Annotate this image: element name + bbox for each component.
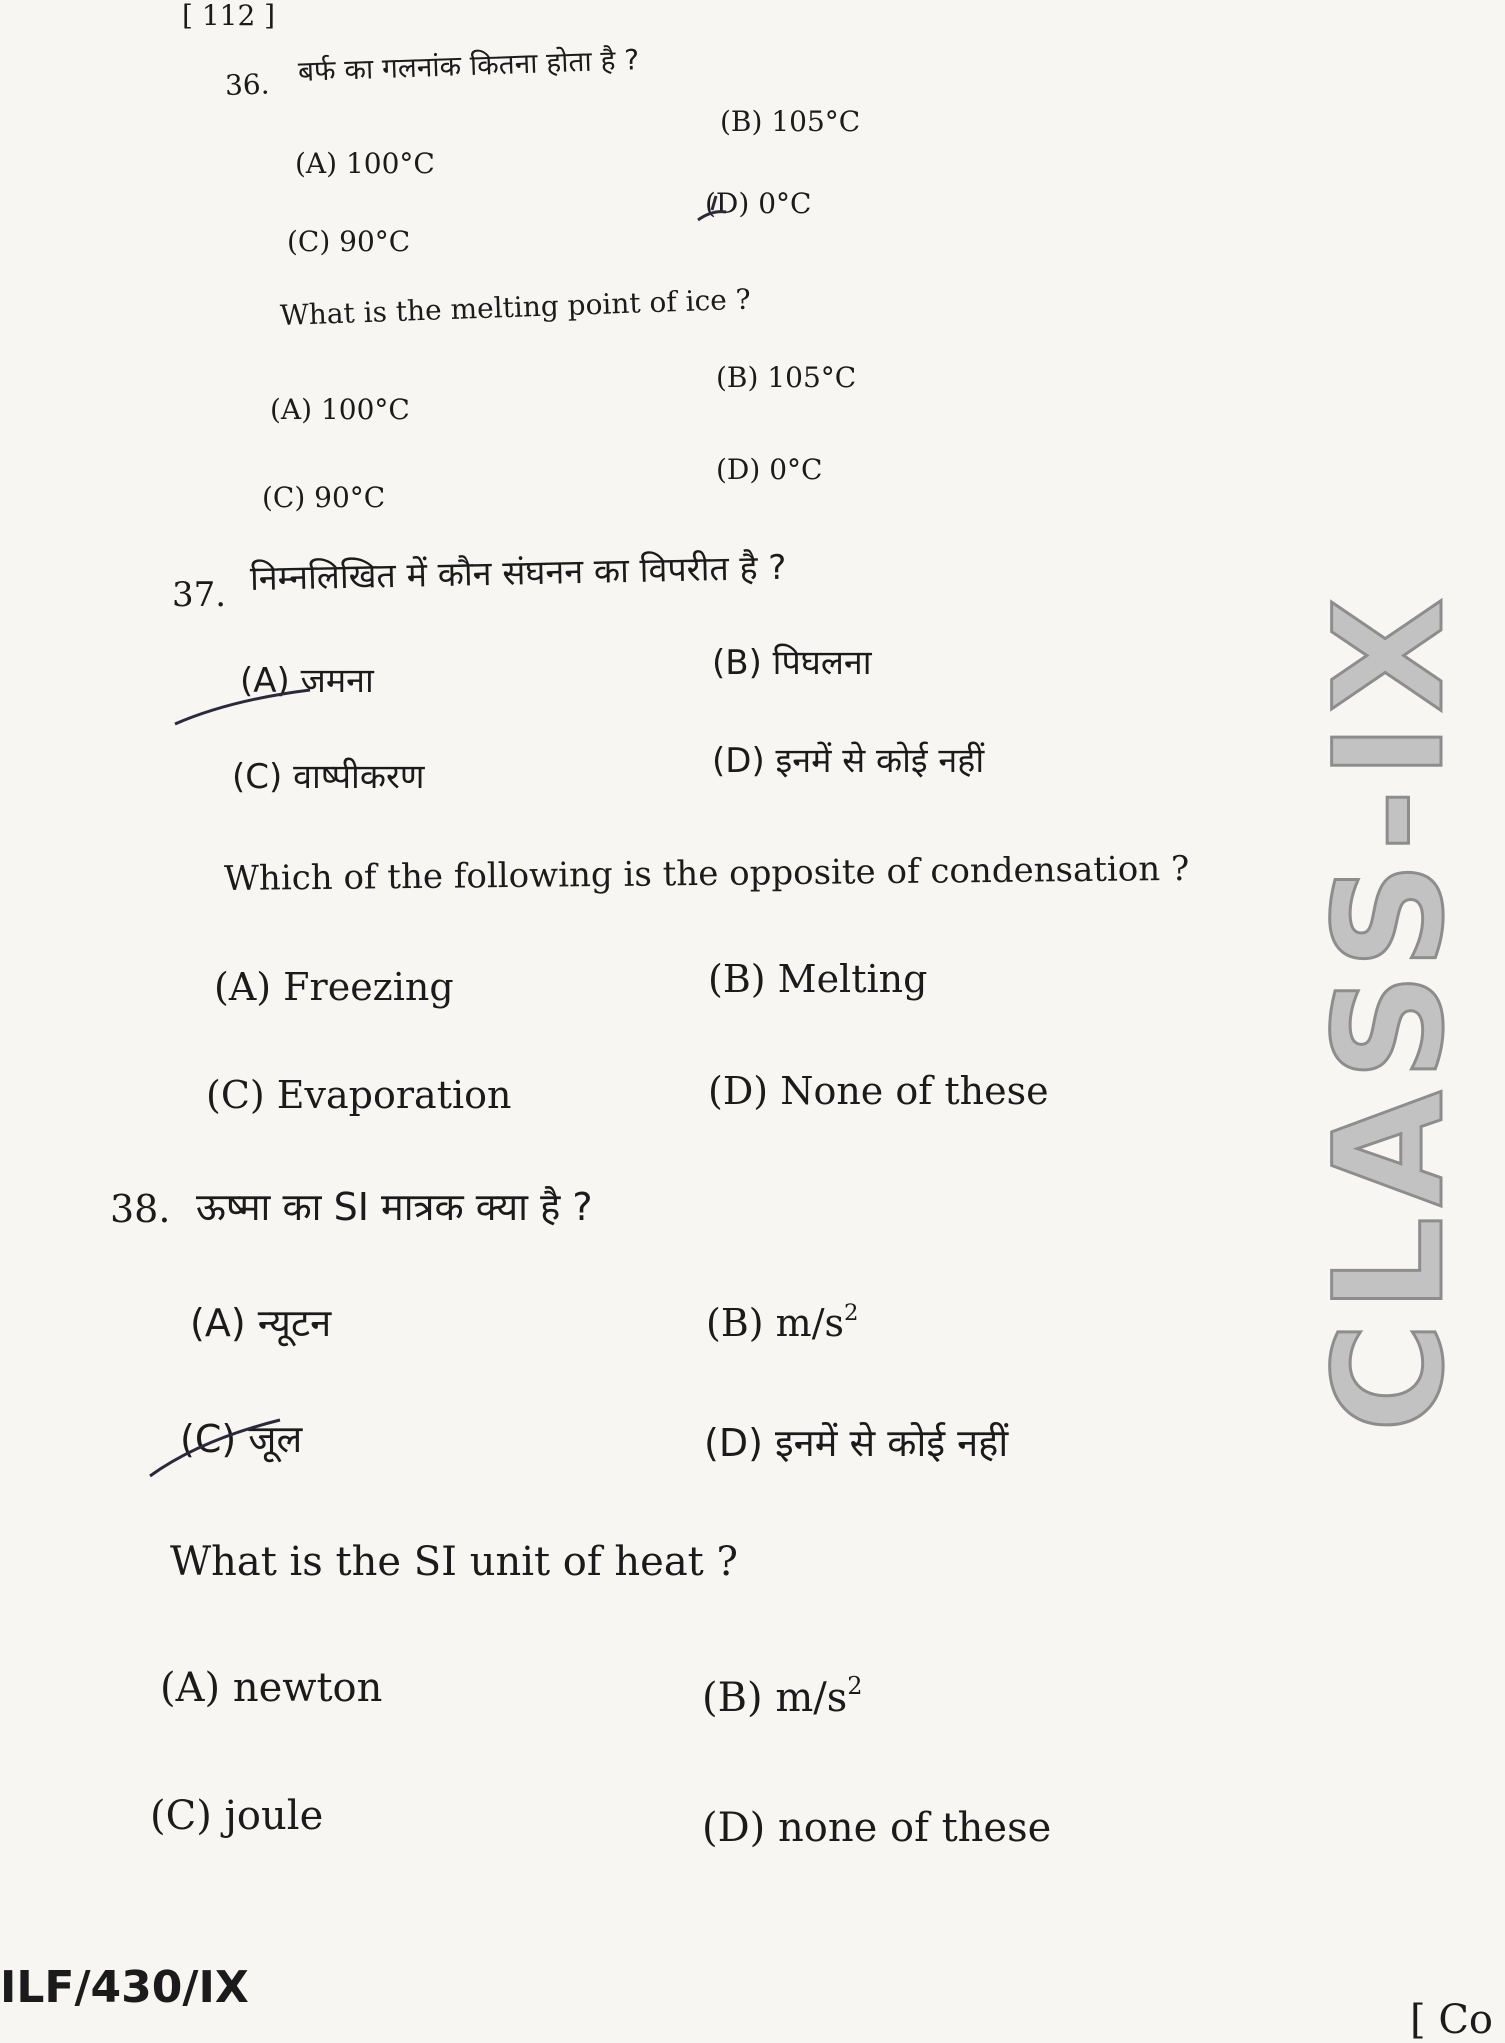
question-37-english-option-b: (B) Melting — [708, 957, 928, 1001]
question-36-hindi-option-b: (B) 105°C — [720, 105, 861, 138]
question-36-english-option-b: (B) 105°C — [716, 361, 857, 394]
question-38-hindi-text: ऊष्मा का SI मात्रक क्या है ? — [196, 1185, 593, 1229]
question-37-hindi-text: निम्नलिखित में कौन संघनन का विपरीत है ? — [249, 547, 787, 599]
question-36-number: 36. — [224, 67, 271, 102]
question-37-english-text: Which of the following is the opposite of condensation ? — [223, 848, 1190, 899]
superscript-two: 2 — [844, 1300, 859, 1326]
question-36-hindi-option-c: (C) 90°C — [287, 225, 411, 258]
superscript-two: 2 — [847, 1672, 863, 1700]
question-37-hindi-option-b: (B) पिघलना — [712, 643, 872, 683]
question-36-hindi-option-a: (A) 100°C — [295, 147, 435, 180]
class-ix-watermark: CLASS-IX — [1303, 587, 1477, 1433]
question-38-english-text: What is the SI unit of heat ? — [170, 1539, 738, 1585]
question-38-hindi-option-b-text: (B) m/s — [706, 1300, 844, 1345]
question-37-number: 37. — [172, 575, 227, 615]
answer-tick-37 — [175, 690, 310, 724]
question-36-hindi-option-d: (D) 0°C — [705, 187, 812, 220]
question-37-english-option-c: (C) Evaporation — [206, 1073, 512, 1117]
question-38-number: 38. — [110, 1187, 171, 1231]
question-36-english-text: What is the melting point of ice ? — [279, 282, 752, 332]
page-number: [ 112 ] — [182, 0, 276, 32]
answer-tick-36 — [698, 196, 726, 220]
question-36-hindi-text: बर्फ का गलनांक कितना होता है ? — [297, 43, 640, 88]
question-37-hindi-option-d: (D) इनमें से कोई नहीं — [712, 741, 985, 781]
question-38-english-option-c: (C) joule — [150, 1793, 324, 1839]
question-36-english-option-d: (D) 0°C — [716, 453, 823, 486]
question-38-hindi-option-d: (D) इनमें से कोई नहीं — [704, 1421, 1009, 1465]
question-36-english-option-a: (A) 100°C — [270, 393, 410, 426]
question-38-english-option-d: (D) none of these — [702, 1805, 1052, 1851]
question-38-hindi-option-a: (A) न्यूटन — [190, 1301, 332, 1345]
question-37-english-option-d: (D) None of these — [708, 1069, 1049, 1113]
footer-continued: [ Co — [1410, 1997, 1494, 2043]
question-37-hindi-option-a: (A) जमना — [240, 661, 374, 701]
question-36-english-option-c: (C) 90°C — [262, 481, 386, 514]
question-37-hindi-option-c: (C) वाष्पीकरण — [232, 757, 425, 797]
answer-tick-38 — [150, 1420, 280, 1476]
footer-paper-code: ILF/430/IX — [0, 1962, 249, 2013]
question-37-english-option-a: (A) Freezing — [214, 965, 454, 1009]
question-38-english-option-b-text: (B) m/s — [702, 1674, 848, 1721]
question-38-english-option-a: (A) newton — [160, 1665, 383, 1711]
question-38-hindi-option-c: (C) जूल — [180, 1417, 303, 1461]
